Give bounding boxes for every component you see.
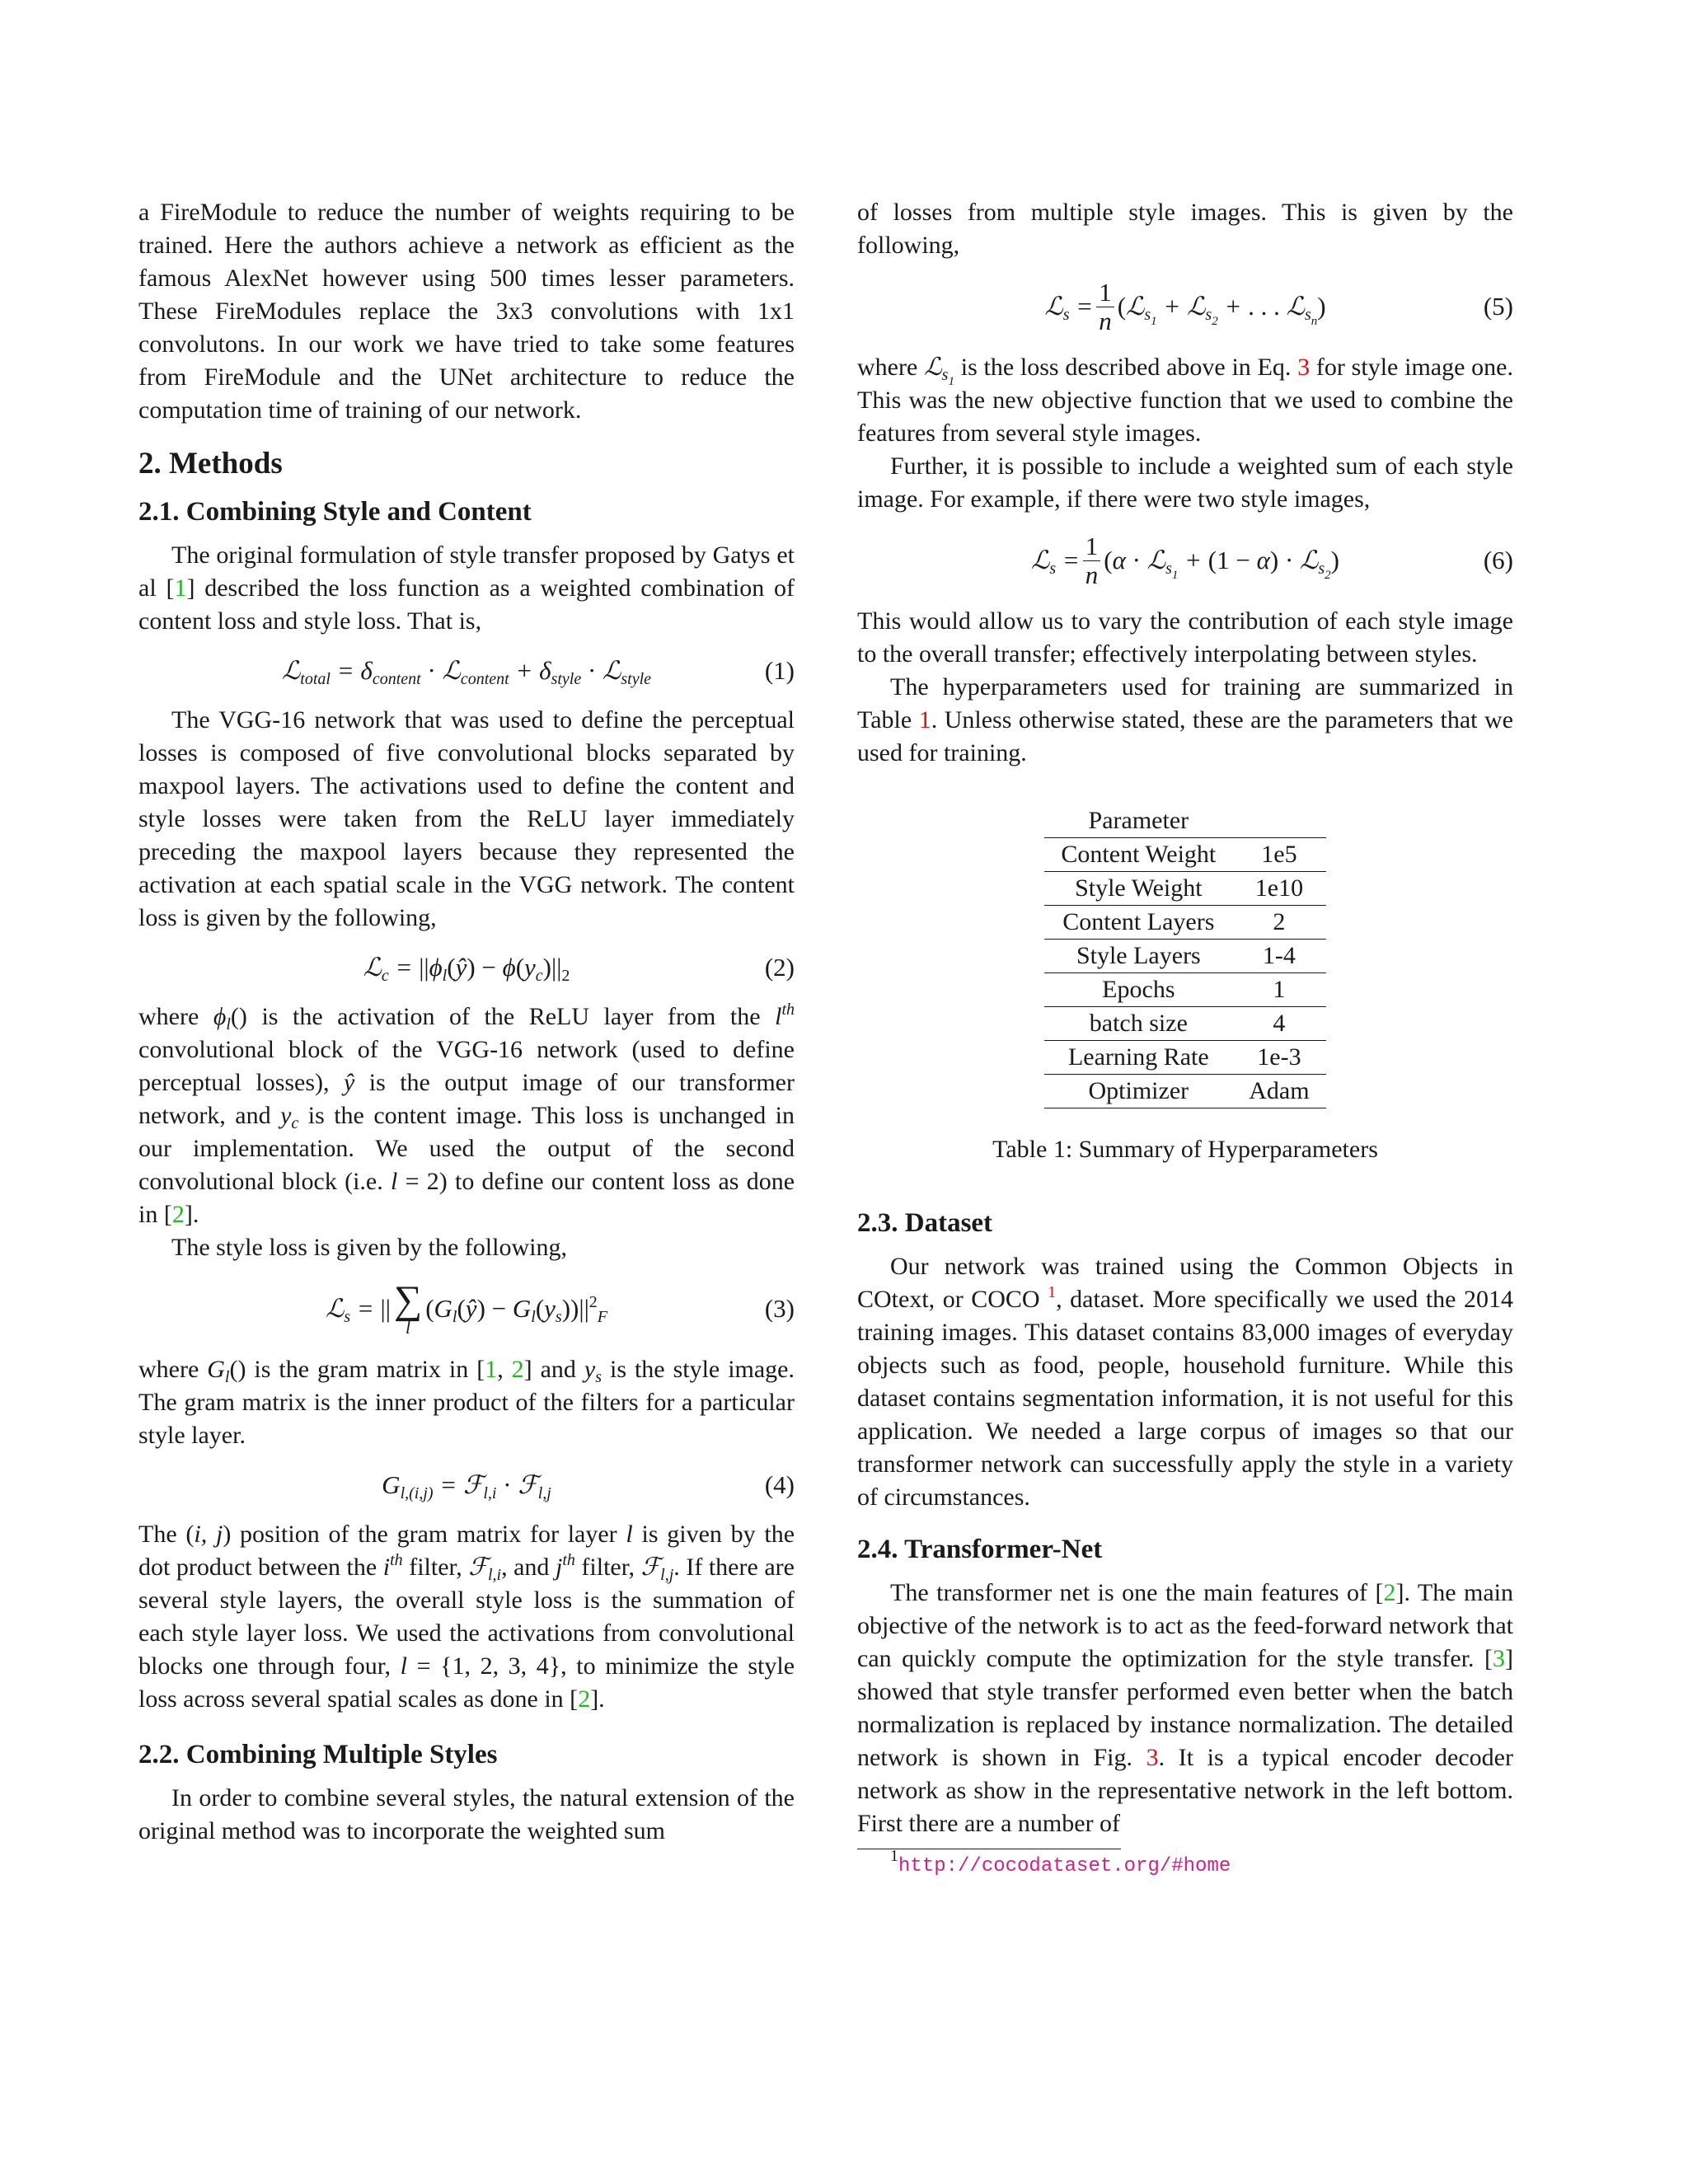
table-caption: Table 1: Summary of Hyperparameters <box>992 1136 1378 1163</box>
table-row: Content Weight 1e5 <box>1044 838 1325 872</box>
citation-link[interactable]: 2 <box>578 1685 591 1713</box>
equation-number: (2) <box>764 953 795 982</box>
table-row: Style Weight 1e10 <box>1044 872 1325 906</box>
paragraph-where-s1: where ℒ$_{s_1}$ is the loss described above in Eq. 3 for style image one. This was the new objective function that we used to combine the features from several style images. <box>857 354 1513 447</box>
section-heading-methods: 2. Methods <box>138 447 283 480</box>
right-column <box>857 196 1513 1879</box>
table-reference-link[interactable]: 1 <box>918 706 931 733</box>
citation-link[interactable]: 1 <box>174 574 187 602</box>
equation-number: (1) <box>764 656 795 685</box>
hyperparameter-table <box>1044 804 1325 1108</box>
equation-5: ℒ$_s$ = $\frac{1}{n}$ (ℒ$_{s_1}$ + ℒ$_{s_2}$ + . . . ℒ$_{s_n}$) (5) <box>1044 277 1513 335</box>
subsection-heading-dataset: 2.3. Dataset <box>857 1208 993 1238</box>
paragraph-gram-position: The (i, j) position of the gram matrix for layer l is given by the dot product between the $i^{th}$ filter, ℱ$_{l,i}$, and $j^{th}$ filter, ℱ$_{l,j}$. If there are several style layers, the overall style loss is the summation of each style layer loss. We used the activations from convolutional blocks one through four, l = {1, 2, 3, 4}, to minimize the style loss across several spatial scales as done in [2]. <box>138 1521 795 1713</box>
equation-4: $G_{l,(i,j)}$ = ℱ$_{l,i}$ · ℱ$_{l,j}$ (4) <box>382 1470 795 1502</box>
table-row: Style Layers 1-4 <box>1044 940 1325 973</box>
equation-2: ℒ$_c$ = $||\phi_l(ŷ) - \phi(y_c)||_2$ (2) <box>363 953 795 985</box>
subsection-heading-style-content: 2.1. Combining Style and Content <box>138 497 532 527</box>
table-row: Content Layers 2 <box>1044 906 1325 940</box>
equation-1: ℒ$_{total}$ = $\delta_{content}$ · ℒ$_{content}$ + $\delta_{style}$ · ℒ$_{style}$ (1) <box>281 656 795 688</box>
paragraph-vgg: The VGG-16 network that was used to define the perceptual losses is composed of five convolutional blocks separated by maxpool layers. The activations used to define the content and style losses were taken from the ReLU layer immediately preceding the maxpool layers because they represented the activation at each spatial scale in the VGG network. The content loss is given by the following, <box>138 706 795 931</box>
paragraph-style-loss: The style loss is given by the following, <box>171 1234 567 1261</box>
table-row: Learning Rate 1e-3 <box>1044 1041 1325 1075</box>
table-row: batch size 4 <box>1044 1007 1325 1041</box>
citation-link[interactable]: 2 <box>1383 1579 1396 1606</box>
equation-reference-link[interactable]: 3 <box>1297 354 1311 381</box>
table-row: Optimizer Adam <box>1044 1075 1325 1108</box>
equation-number: (5) <box>1483 292 1513 321</box>
paragraph-further: Further, it is possible to include a weighted sum of each style image. For example, if there were two style images, <box>857 452 1513 513</box>
citation-link[interactable]: 1 <box>485 1356 498 1383</box>
paragraph-losses: of losses from multiple style images. This is given by the following, <box>857 199 1513 259</box>
equation-6: ℒ$_s$ = $\frac{1}{n}$ (α · ℒ$_{s_1}$ + (1 − α) · ℒ$_{s_2}$) (6) <box>1031 531 1513 589</box>
citation-link[interactable]: 2 <box>171 1201 185 1228</box>
paragraph-where-phi: where $\phi_l()$ is the activation of the ReLU layer from the $l^{th}$ convolutional block of the VGG-16 network (used to define perceptual losses), ŷ is the output image of our transformer network, and $y_c$ is the content image. This loss is unchanged in our implementation. We used the output of the second convolutional block (i.e. l = 2) to define our content loss as done in [2]. <box>138 1001 795 1228</box>
footnote-marker[interactable]: 1 <box>1048 1283 1057 1301</box>
paragraph-multiple-styles: In order to combine several styles, the natural extension of the original method was to incorporate the weighted sum <box>138 1784 795 1844</box>
equation-3: ℒ$_s$ = || ∑ l $(G_l(ŷ) - G_l(y_s))||^2_F$ (3) <box>326 1278 795 1338</box>
equation-number: (6) <box>1483 546 1513 574</box>
paragraph-vary: This would allow us to vary the contribution of each style image to the overall transfer; effectively interpolating between styles. <box>857 607 1513 668</box>
table-row: Epochs 1 <box>1044 973 1325 1007</box>
equation-number: (4) <box>764 1470 795 1499</box>
paragraph-gram-matrix: where $G_l()$ is the gram matrix in [1, 2] and $y_s$ is the style image. The gram matrix is the inner product of the filters for a particular style layer. <box>138 1356 795 1449</box>
footnote: $^1$http://cocodataset.org/#home <box>890 1847 1231 1877</box>
equation-number: (3) <box>764 1294 795 1323</box>
paragraph-transformer-net: The transformer net is one the main features of [2]. The main objective of the network is to act as the feed-forward network that can quickly compute the optimization for the style transfer. [3] showed that style transfer performed even better when the batch normalization is replaced by instance normalization. The detailed network is shown in Fig. 3. It is a typical encoder decoder network as show in the representative network in the left bottom. First there are a number of <box>857 1579 1513 1837</box>
figure-reference-link[interactable]: 3 <box>1146 1744 1159 1771</box>
intro-paragraph: a FireModule to reduce the number of weights requiring to be trained. Here the authors achieve a network as efficient as the famous AlexNet however using 500 times lesser parameters. These FireModules replace the 3x3 convolutions with 1x1 convolutons. In our work we have tried to take some features from FireModule and the UNet architecture to reduce the computation time of training of our network. <box>138 199 795 424</box>
subsection-heading-multiple-styles: 2.2. Combining Multiple Styles <box>138 1740 498 1769</box>
table-header-parameter: Parameter <box>1088 807 1189 834</box>
paragraph-dataset: Our network was trained using the Common Objects in COtext, or COCO $^1$, dataset. More specifically we used the 2014 training images. This dataset contains 83,000 images of everyday objects such as food, people, household furniture. While this dataset contains segmentation information, it is not useful for this application. We needed a large corpus of images so that our transformer network can successfully apply the style in a variety of circumstances. <box>857 1253 1513 1511</box>
paragraph-hyperparameters: The hyperparameters used for training are summarized in Table 1. Unless otherwise stated, these are the parameters that we used for training. <box>857 673 1513 766</box>
citation-link[interactable]: 2 <box>511 1356 524 1383</box>
subsection-heading-transformer-net: 2.4. Transformer-Net <box>857 1535 1103 1564</box>
footnote-url-link[interactable]: http://cocodataset.org/#home <box>898 1855 1231 1877</box>
left-column <box>138 196 795 1848</box>
paragraph-gatys: The original formulation of style transfer proposed by Gatys et al [1] described the loss function as a weighted combination of content loss and style loss. That is, <box>138 541 795 635</box>
citation-link[interactable]: 3 <box>1493 1645 1505 1672</box>
